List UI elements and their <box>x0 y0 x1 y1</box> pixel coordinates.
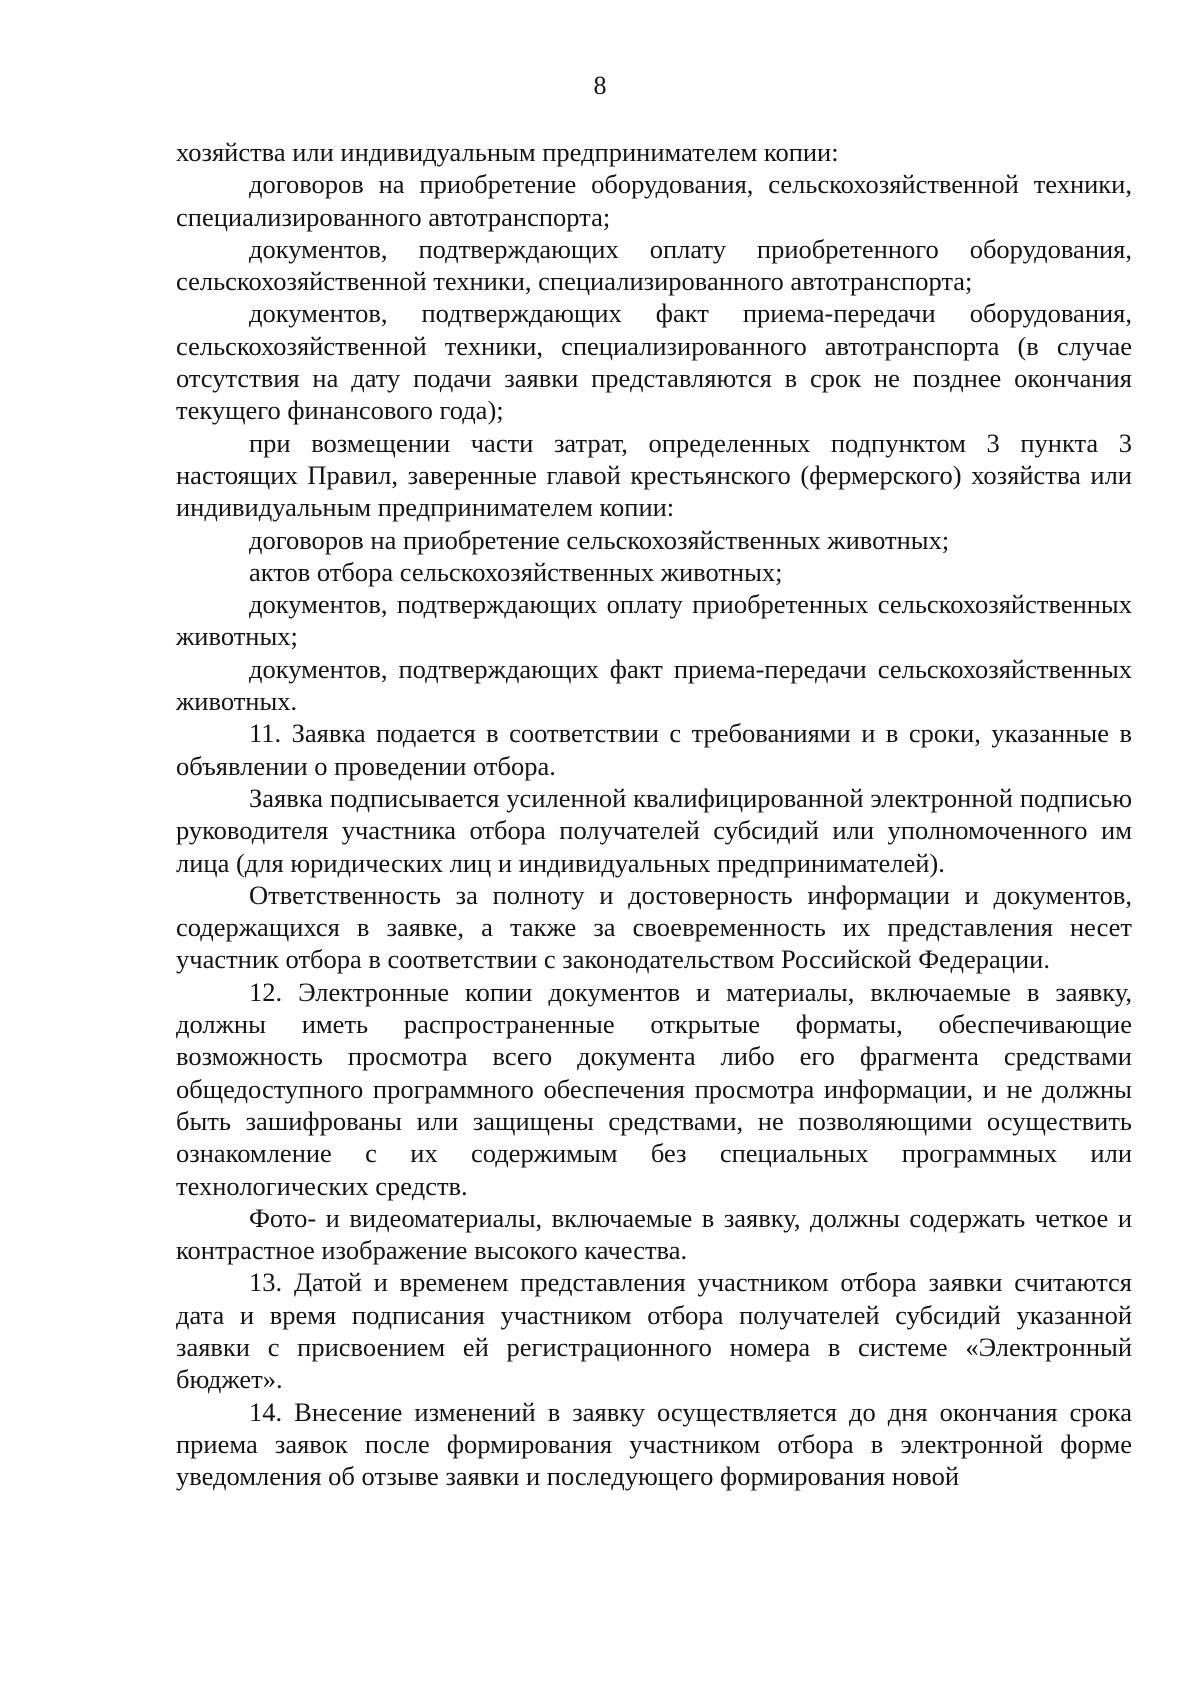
paragraph: документов, подтверждающих оплату приобретенного оборудования, сельскохозяйственной техники, специализированного автотранспорта; <box>176 233 1132 297</box>
paragraph: Ответственность за полноту и достоверность информации и документов, содержащихся в заявке, а также за своевременность их представления несет участник отбора в соответствии с законодательством Российской Федерации. <box>176 879 1132 975</box>
paragraph: договоров на приобретение оборудования, сельскохозяйственной техники, специализированного автотранспорта; <box>176 169 1132 232</box>
paragraph-continuation: хозяйства или индивидуальным предпринимателем копии: <box>176 137 839 167</box>
document-body <box>176 136 1132 1492</box>
paragraph: Заявка подписывается усиленной квалифицированной электронной подписью руководителя участника отбора получателей субсидий или уполномоченного им лица (для юридических лиц и индивидуальных предпринимателей). <box>176 782 1132 878</box>
page-number: 8 <box>593 71 607 100</box>
paragraph: документов, подтверждающих факт приема-передачи оборудования, сельскохозяйственной техники, специализированного автотранспорта (в случае отсутствия на дату подачи заявки представляются в срок не позднее окончания текущего финансового года); <box>176 298 1132 426</box>
paragraph-item-12: 12. Электронные копии документов и материалы, включаемые в заявку, должны иметь распространенные открытые форматы, обеспечивающие возможность просмотра всего документа либо его фрагмента средствами общедоступного программного обеспечения просмотра информации, и не должны быть зашифрованы или защищены средствами, не позволяющими осуществить ознакомление с их содержимым без специальных программных или технологических средств. <box>176 976 1132 1201</box>
paragraph: актов отбора сельскохозяйственных животных; <box>249 556 783 587</box>
paragraph: документов, подтверждающих факт приема-передачи сельскохозяйственных животных. <box>176 653 1132 717</box>
paragraph: документов, подтверждающих оплату приобретенных сельскохозяйственных животных; <box>176 589 1132 652</box>
paragraph: договоров на приобретение сельскохозяйственных животных; <box>249 524 950 555</box>
paragraph: Фото- и видеоматериалы, включаемые в заявку, должны содержать четкое и контрастное изображение высокого качества. <box>176 1202 1132 1266</box>
paragraph: при возмещении части затрат, определенных подпунктом 3 пункта 3 настоящих Правил, заверенные главой крестьянского (фермерского) хозяйства или индивидуальным предпринимателем копии: <box>176 427 1132 523</box>
paragraph-item-13: 13. Датой и временем представления участником отбора заявки считаются дата и время подписания участником отбора получателей субсидий указанной заявки с присвоением ей регистрационного номера в системе «Электронный бюджет». <box>176 1267 1132 1395</box>
paragraph-item-11: 11. Заявка подается в соответствии с требованиями и в сроки, указанные в объявлении о проведении отбора. <box>176 718 1132 781</box>
paragraph-item-14: 14. Внесение изменений в заявку осуществляется до дня окончания срока приема заявок после формирования участником отбора в электронной форме уведомления об отзыве заявки и последующего формирования новой <box>176 1396 1132 1492</box>
